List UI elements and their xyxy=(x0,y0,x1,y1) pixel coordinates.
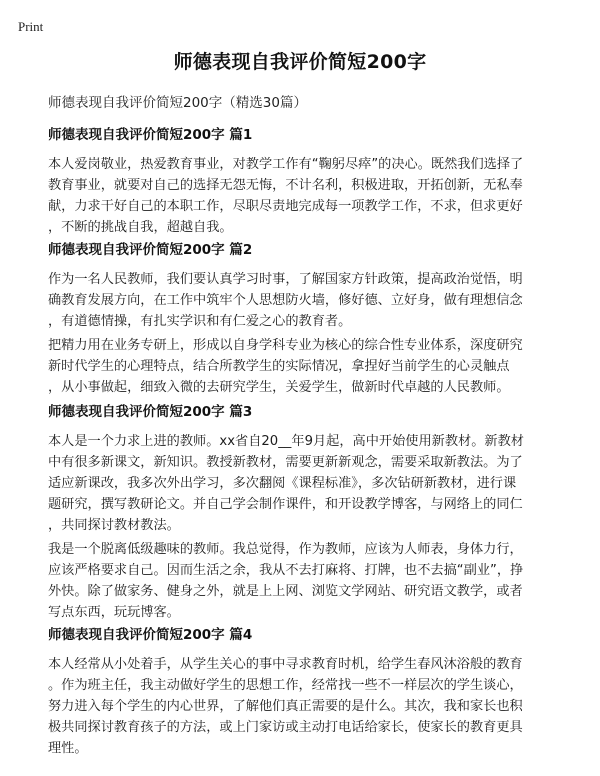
text-line: 极共同探讨教育孩子的方法，或上门家访或主动打电话给家长，使家长的教育更具 xyxy=(48,720,523,735)
text-line: ，不断的挑战自我，超越自我。 xyxy=(48,220,233,235)
text-line: 确教育发展方向，在工作中筑牢个人思想防火墙，修好德、立好身，做有理想信念 xyxy=(48,293,523,308)
section-heading: 师德表现自我评价简短200字 篇4 xyxy=(48,627,253,643)
text-line: 本人爱岗敬业，热爱教育事业，对教学工作有“鞠躬尽瘁”的决心。既然我们选择了 xyxy=(48,157,524,172)
text-line: 本人经常从小处着手，从学生关心的事中寻求教育时机，给学生春风沐浴般的教育 xyxy=(48,657,523,672)
paragraph xyxy=(48,654,558,759)
paragraph xyxy=(48,431,558,536)
text-line: 本人是一个力求上进的教师。xx省自20__年9月起，高中开始使用新教材。新教材 xyxy=(48,434,524,449)
paragraph xyxy=(48,154,558,238)
text-line: 写点东西，玩玩博客。 xyxy=(48,605,180,620)
section-heading: 师德表现自我评价简短200字 篇3 xyxy=(48,404,253,420)
section-heading: 师德表现自我评价简短200字 篇1 xyxy=(48,127,253,143)
page-title: 师德表现自我评价简短200字 xyxy=(173,51,427,73)
text-line: ，从小事做起，细致入微的去研究学生，关爱学生，做新时代卓越的人民教师。 xyxy=(48,380,510,395)
text-line: 献，力求干好自己的本职工作，尽职尽责地完成每一项教学工作，不求，但求更好 xyxy=(48,199,523,214)
print-link[interactable]: Print xyxy=(18,19,44,34)
text-line: 努力进入每个学生的内心世界，了解他们真正需要的是什么。其次，我和家长也积 xyxy=(48,699,523,714)
text-line: 理性。 xyxy=(48,741,88,756)
document-subtitle: 师德表现自我评价简短200字（精选30篇） xyxy=(48,95,307,111)
text-line: 适应新课改，我多次外出学习，多次翻阅《课程标准》，多次钻研新教材，进行课 xyxy=(48,476,517,491)
text-line: ，有道德情操，有扎实学识和有仁爱之心的教育者。 xyxy=(48,314,352,329)
text-line: 把精力用在业务专研上，形成以自身学科专业为核心的综合性专业体系，深度研究 xyxy=(48,338,523,353)
paragraph xyxy=(48,539,558,623)
text-line: 中有很多新课文，新知识。教授新教材，需要更新新观念，需要采取新教法。为了 xyxy=(48,455,523,470)
text-line: ，共同探讨教材教法。 xyxy=(48,518,180,533)
text-line: 应该严格要求自己。因而生活之余，我从不去打麻将、打牌，也不去搞“副业”，挣 xyxy=(48,563,524,578)
text-line: 作为一名人民教师，我们要认真学习时事，了解国家方针政策，提高政治觉悟，明 xyxy=(48,272,523,287)
text-line: 新时代学生的心理特点，结合所教学生的实际情况，拿捏好当前学生的心灵触点 xyxy=(48,359,510,374)
text-line: 教育事业，就要对自己的选择无怨无悔，不计名利，积极进取，开拓创新，无私奉 xyxy=(48,178,523,193)
text-line: 外快。除了做家务、健身之外，就是上上网、浏览文学网站、研究语文教学，或者 xyxy=(48,584,523,599)
text-line: 我是一个脱离低级趣味的教师。我总觉得，作为教师，应该为人师表，身体力行， xyxy=(48,542,523,557)
section-heading: 师德表现自我评价简短200字 篇2 xyxy=(48,242,253,258)
text-line: 。作为班主任，我主动做好学生的思想工作，经常找一些不一样层次的学生谈心， xyxy=(48,678,523,693)
paragraph xyxy=(48,335,558,398)
paragraph xyxy=(48,269,558,332)
text-line: 题研究，撰写教研论文。并自己学会制作课件，和开设教学博客，与网络上的同仁 xyxy=(48,497,523,512)
